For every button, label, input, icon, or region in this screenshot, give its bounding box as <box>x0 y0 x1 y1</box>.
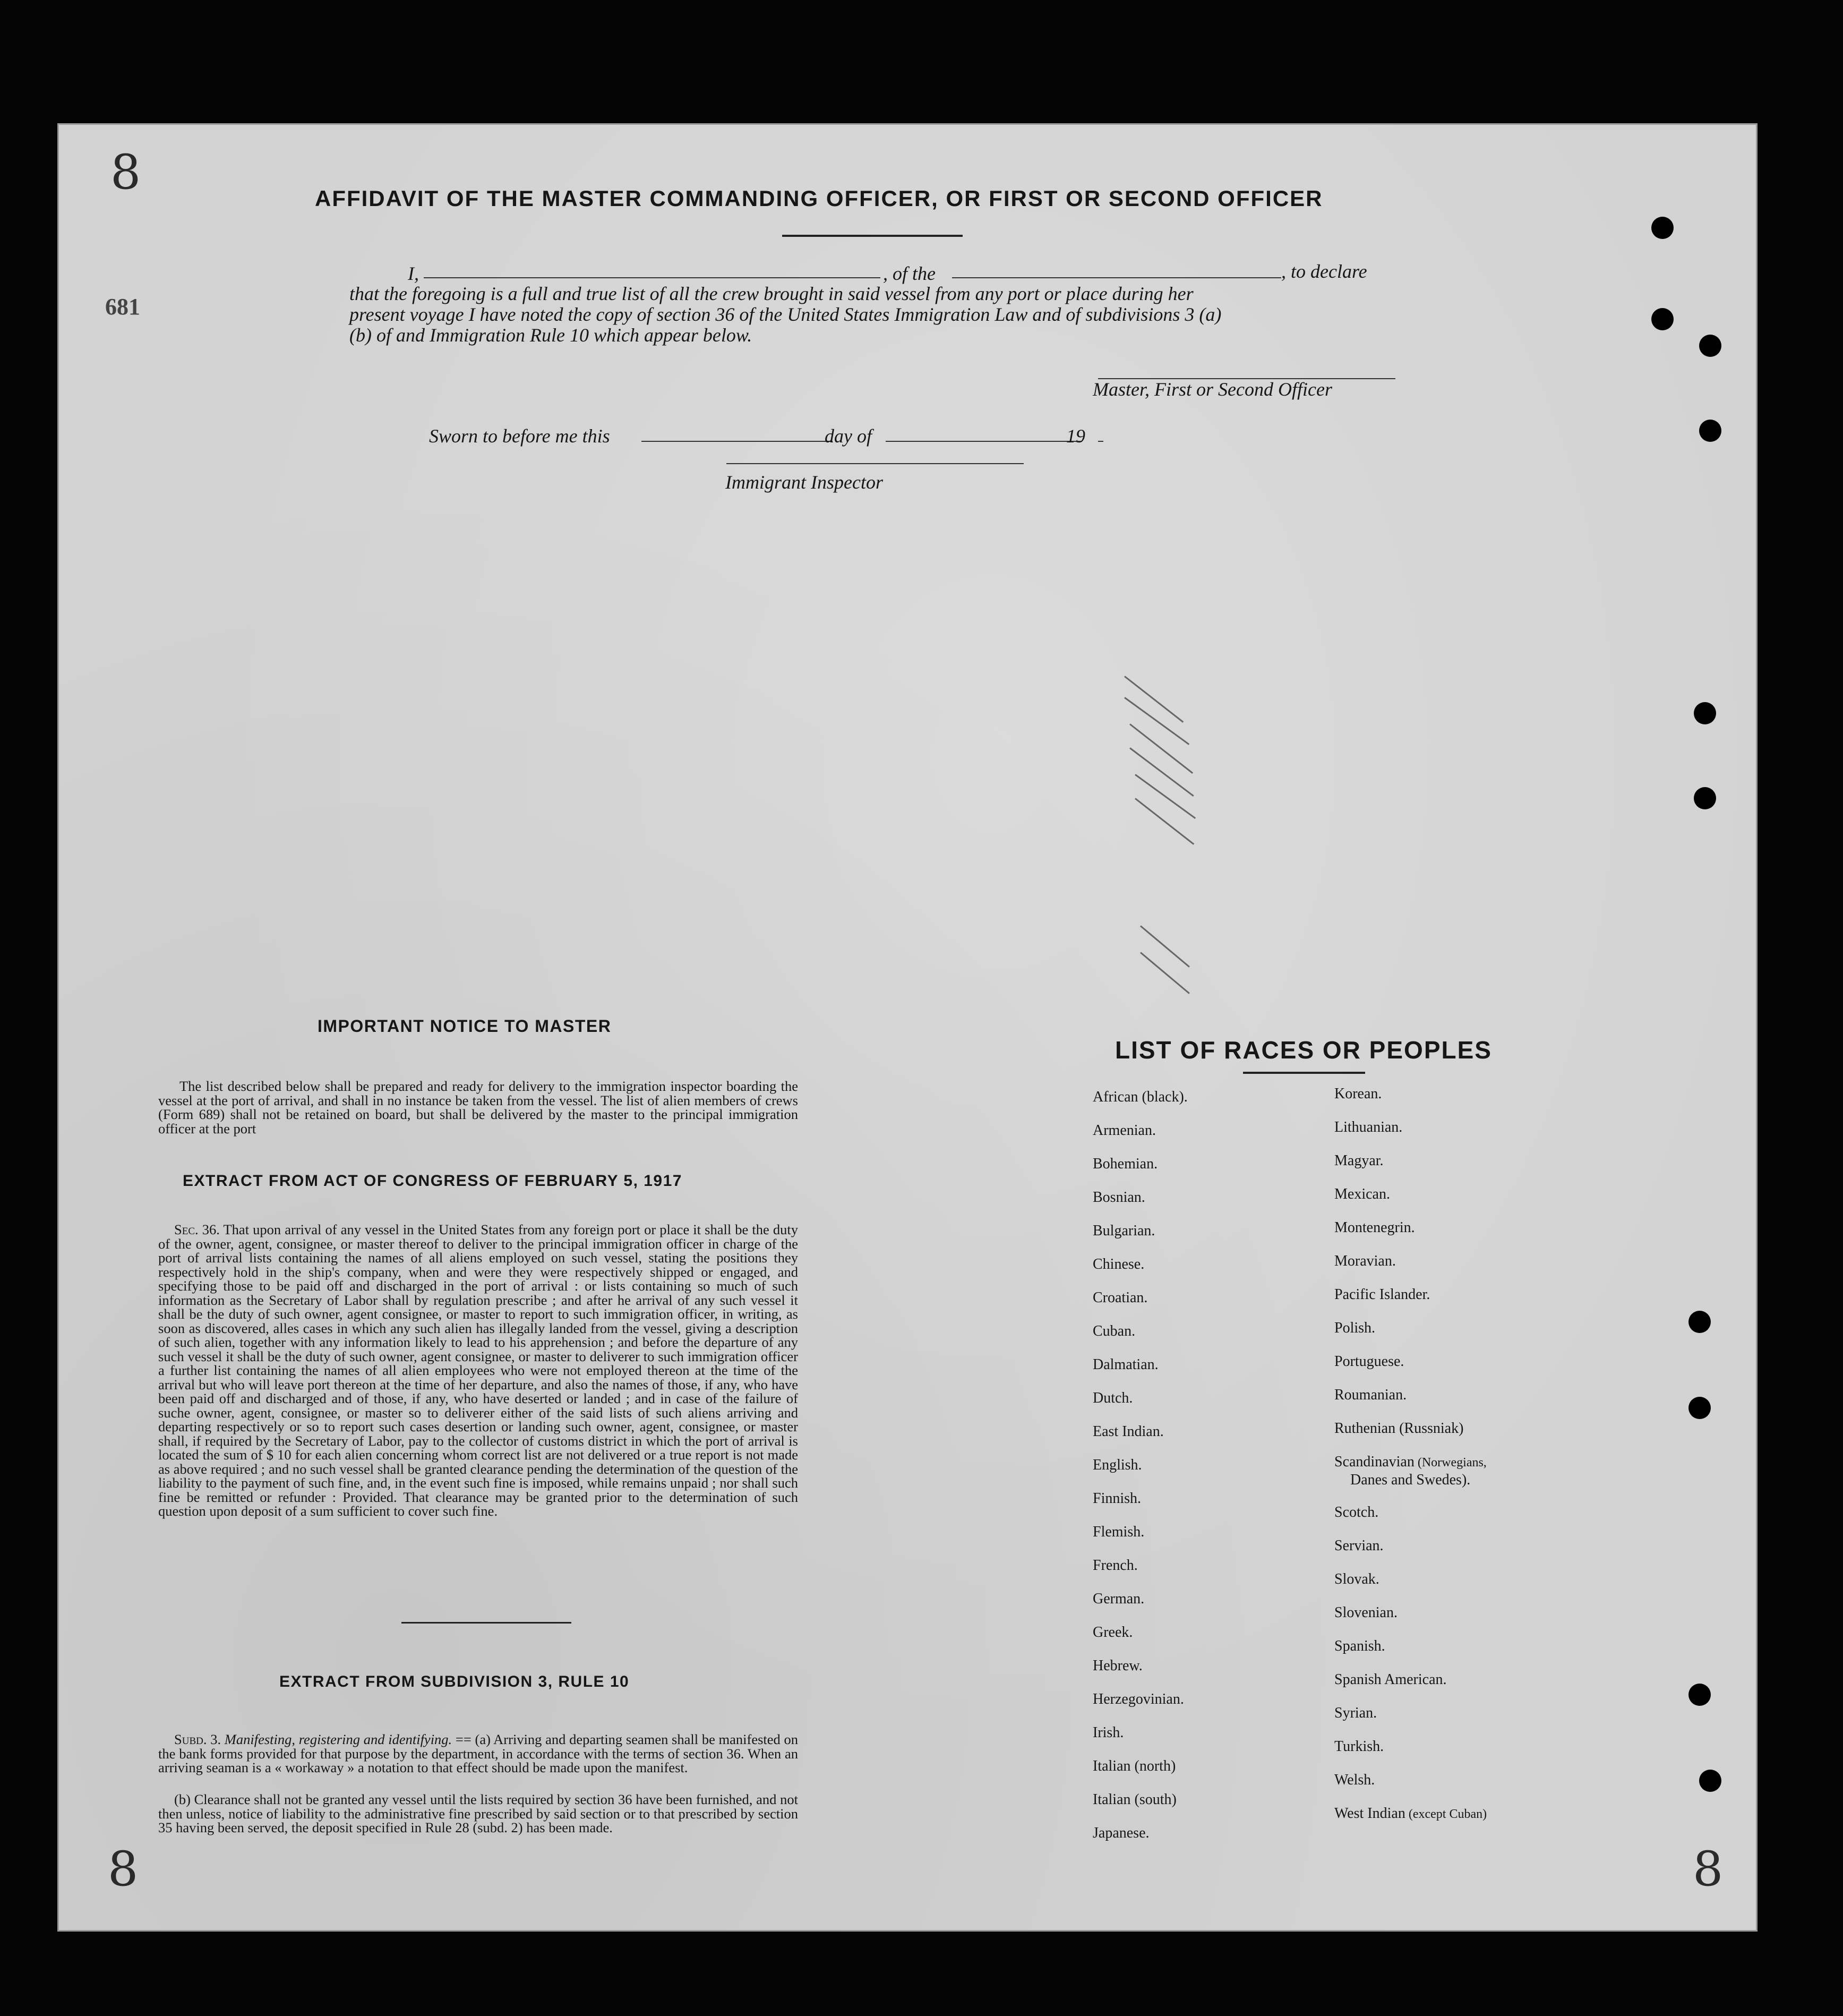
race-item: East Indian. <box>1093 1423 1164 1440</box>
binder-hole-icon <box>1688 1311 1711 1333</box>
races-rule <box>1243 1072 1365 1074</box>
pencil-mark <box>1129 723 1193 774</box>
race-item: Slovak. <box>1334 1571 1379 1587</box>
affidavit-of-the: , of the <box>883 263 936 284</box>
rule-text-a <box>158 1732 798 1775</box>
races-title: LIST OF RACES OR PEOPLES <box>1115 1036 1492 1064</box>
binder-hole-icon <box>1694 702 1716 724</box>
race-item: Italian (south) <box>1093 1791 1177 1808</box>
race-item: Flemish. <box>1093 1524 1145 1540</box>
race-item: Hebrew. <box>1093 1658 1143 1674</box>
race-item: Polish. <box>1334 1320 1376 1336</box>
stamp-mark-icon: 8 <box>110 144 141 200</box>
binder-hole-icon <box>1651 217 1674 239</box>
race-item: Italian (north) <box>1093 1758 1176 1774</box>
signature-label: Master, First or Second Officer <box>1093 379 1332 400</box>
race-item: Dutch. <box>1093 1390 1133 1406</box>
sworn-label: Sworn to before me this <box>429 425 610 447</box>
race-item: Scotch. <box>1334 1504 1379 1520</box>
race-note: Danes and Swedes). <box>1350 1472 1471 1488</box>
race-item: Japanese. <box>1093 1825 1150 1841</box>
race-item: African (black). <box>1093 1089 1188 1105</box>
affidavit-title: AFFIDAVIT OF THE MASTER COMMANDING OFFICER, OR FIRST OR SECOND OFFICER <box>315 186 1323 211</box>
race-item: Servian. <box>1334 1537 1384 1554</box>
race-item: French. <box>1093 1557 1138 1574</box>
race-item: Korean. <box>1334 1086 1382 1102</box>
race-item: Montenegrin. <box>1334 1219 1415 1236</box>
pencil-mark <box>1140 952 1190 994</box>
year-label: 19 <box>1066 425 1085 447</box>
notice-text: The list described below shall be prepared and ready for delivery to the immigration inspector boarding the vessel at the port of arrival, and shall in no instance be taken from the vessel. The list of alien members of crews (Form 689) shall not be retained on board, but shall be delivered by the master to the principal immigration officer at the port <box>158 1078 798 1137</box>
rule-title: EXTRACT FROM SUBDIVISION 3, RULE 10 <box>279 1673 630 1690</box>
binder-hole-icon <box>1694 787 1716 809</box>
document-page <box>57 123 1758 1932</box>
pencil-mark <box>1124 676 1184 723</box>
race-note: (Norwegians, <box>1414 1456 1487 1470</box>
race-item: Syrian. <box>1334 1705 1377 1721</box>
pencil-mark <box>1140 925 1190 967</box>
pencil-mark <box>1135 774 1196 819</box>
race-item: West Indian (except Cuban) <box>1334 1805 1487 1822</box>
month-blank[interactable] <box>886 441 1082 442</box>
binder-hole-icon <box>1688 1684 1711 1706</box>
stamp-mark-icon: 8 <box>108 1841 139 1897</box>
race-item: Spanish. <box>1334 1638 1385 1654</box>
race-item: Bosnian. <box>1093 1189 1145 1206</box>
rule-text-a-body: == (a) Arriving and departing seamen shall be manifested on the bank forms provided for that purpose by the department, in accordance with the terms of section 36. When an arriving seaman is a « workaway » a notation to that effect should be made upon the manifest. <box>158 1731 799 1775</box>
notice-title: IMPORTANT NOTICE TO MASTER <box>318 1016 612 1036</box>
inspector-label: Immigrant Inspector <box>725 472 883 493</box>
act-text <box>158 1223 798 1518</box>
race-item: Slovenian. <box>1334 1604 1398 1621</box>
race-item: Bulgarian. <box>1093 1223 1155 1239</box>
stamp-mark-icon: 8 <box>1693 1841 1724 1897</box>
race-item: Ruthenian (Russniak) <box>1334 1420 1464 1437</box>
rule-subd-italic: Manifesting, registering and identifying. <box>224 1731 452 1747</box>
affidavit-i: I, <box>408 263 419 284</box>
affidavit-line: present voyage I have noted the copy of section 36 of the United States Immigration Law and of subdivisions 3 (a) <box>349 304 1222 325</box>
race-item: Croatian. <box>1093 1289 1148 1306</box>
race-item: Roumanian. <box>1334 1387 1407 1403</box>
race-item: Turkish. <box>1334 1738 1384 1755</box>
race-item: Mexican. <box>1334 1186 1390 1202</box>
binder-hole-icon <box>1699 335 1721 357</box>
race-item: Spanish American. <box>1334 1671 1447 1688</box>
margin-number: 681 <box>105 294 140 320</box>
race-item: Irish. <box>1093 1724 1124 1741</box>
binder-hole-icon <box>1699 1770 1721 1792</box>
race-item: Chinese. <box>1093 1256 1145 1272</box>
rule-subd-label: Subd. 3. <box>174 1731 221 1747</box>
race-item: Armenian. <box>1093 1122 1156 1139</box>
affidavit-line: (b) of and Immigration Rule 10 which appear below. <box>349 324 752 346</box>
race-item: Portuguese. <box>1334 1353 1404 1370</box>
race-item: German. <box>1093 1591 1145 1607</box>
race-item: Cuban. <box>1093 1323 1136 1339</box>
race-item: Finnish. <box>1093 1490 1142 1507</box>
act-sec-label: Sec. 36. <box>174 1221 220 1237</box>
title-rule <box>782 235 963 237</box>
pencil-mark <box>1129 747 1194 797</box>
race-item: English. <box>1093 1457 1142 1473</box>
inspector-blank[interactable] <box>726 463 1024 464</box>
rule-text-b: (b) Clearance shall not be granted any vessel until the lists required by section 36 have been furnished, and not then unless, notice of liability to the administrative fine prescribed by said section or to that prescribed by section 35 having been served, the deposit specified in Rule 28 (subd. 2) has been made. <box>158 1791 798 1835</box>
affidavit-to-declare: , to declare <box>1281 261 1367 282</box>
pencil-mark <box>1135 798 1194 845</box>
year-blank[interactable] <box>1098 441 1103 442</box>
vessel-blank[interactable] <box>952 277 1281 278</box>
race-item: Moravian. <box>1334 1253 1396 1269</box>
day-blank[interactable] <box>641 441 833 442</box>
binder-hole-icon <box>1651 308 1674 330</box>
race-item: Pacific Islander. <box>1334 1286 1430 1303</box>
race-note: (except Cuban) <box>1405 1807 1487 1821</box>
act-body: That upon arrival of any vessel in the United States from any foreign port or place it shall be the duty of the owner, agent, consignee, or master thereof to deliver to the principal immigration officer in charge of the port of arrival lists containing the names of all aliens employed on such vessel, stating the positions they respectively hold in the ship's company, when and were they were respectively shipped or engaged, and specifying those to be paid off and discharged in the port of arrival : or lists containing so much of such information as the Secretary of Labor shall by regulation prescribe ; and after he arrival of any such vessel it shall be the duty of such owner, agent consignee, or master to report to such immigration officer, in writing, as soon as discovered, alles cases in which any such alien has illegally landed from the vessel, giving a description of such alien, together with any information likely to lead to his apprehension ; and before the departure of any such vessel it shall be the duty of such owner, agent consignee, or master to deliverer to such immigration officer a further list containing the names of all alien employees who were not employed thereon at the time of the arrival but who will leave port thereon at the time of her departure, and also the names of those, if any, who have been paid off and discharged and of those, if any, who have deserted or landed ; and in case of the failure of suche owner, agent, consignee, or master so to deliverer either of the said lists of such aliens arriving and departing respectively or so to report such cases desertion or landing such owner, agent, consignee, or master shall, if required by the Secretary of Labor, pay to the collector of customs district in which the port of arrival is located the sum of $ 10 for each alien concerning whom correct list are not delivered or a true report is not made as above required ; and no such vessel shall be granted clearance pending the determination of the question of the liability to the payment of such fine, and, in the event such fine is imposed, while remains unpaid ; nor shall such fine be remitted or refunder : Provided. That clearance may be granted prior to the determination of such question upon deposit of a sum sufficient to cover such fine. <box>158 1221 798 1519</box>
name-blank[interactable] <box>424 277 880 278</box>
race-item: Herzegovinian. <box>1093 1691 1184 1707</box>
race-item: Dalmatian. <box>1093 1356 1159 1373</box>
race-item: Magyar. <box>1334 1152 1384 1169</box>
race-item: Lithuanian. <box>1334 1119 1403 1135</box>
day-of-label: day of <box>825 425 872 447</box>
race-item: Scandinavian (Norwegians, <box>1334 1454 1487 1470</box>
race-item: Welsh. <box>1334 1772 1375 1788</box>
act-title: EXTRACT FROM ACT OF CONGRESS OF FEBRUARY 5, 1917 <box>183 1172 682 1190</box>
binder-hole-icon <box>1699 420 1721 442</box>
pencil-mark <box>1124 697 1189 745</box>
race-item: Greek. <box>1093 1624 1133 1641</box>
race-item: Bohemian. <box>1093 1156 1158 1172</box>
affidavit-line: that the foregoing is a full and true list of all the crew brought in said vessel from any port or place during her <box>349 283 1194 304</box>
act-rule <box>401 1622 571 1624</box>
binder-hole-icon <box>1688 1397 1711 1419</box>
